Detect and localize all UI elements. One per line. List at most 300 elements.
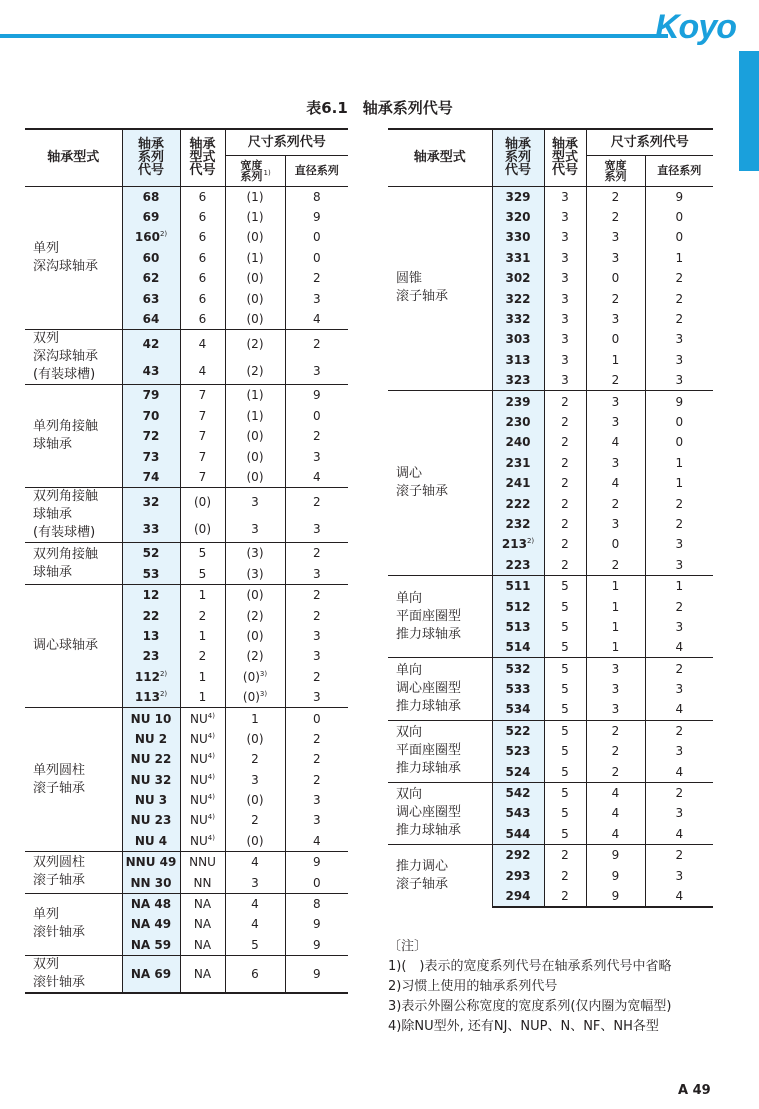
- diameter-series: 3: [675, 537, 684, 552]
- type-code: 3: [561, 291, 569, 306]
- diameter-series-cell: [285, 708, 348, 729]
- diameter-series: 3: [675, 332, 684, 347]
- diameter-series-cell: [285, 605, 348, 625]
- diameter-series: 3: [675, 373, 684, 388]
- type-code: NNU: [189, 855, 216, 870]
- diameter-series: 2: [312, 669, 321, 684]
- width-series-cell: [586, 207, 645, 227]
- series-code: 303: [505, 332, 531, 347]
- series-code: NU 2: [134, 731, 168, 746]
- diameter-series: 3: [312, 793, 321, 808]
- diameter-series-cell: [645, 658, 713, 679]
- series-code: 240: [505, 435, 531, 450]
- diameter-series: 4: [675, 640, 684, 655]
- series-code: 511: [505, 579, 531, 594]
- width-series: 3: [251, 521, 259, 536]
- diameter-series: 3: [312, 690, 321, 705]
- diameter-series-cell: [645, 412, 713, 432]
- diameter-series-cell: [645, 207, 713, 227]
- diameter-series-cell: [285, 956, 348, 994]
- diameter-series-cell: [645, 679, 713, 699]
- diameter-series-cell: [645, 555, 713, 576]
- diameter-series: 3: [675, 744, 684, 759]
- table-row: [25, 543, 348, 564]
- type-code-cell: [180, 227, 225, 247]
- series-code-cell: [122, 584, 180, 605]
- width-series-cell: [225, 872, 285, 893]
- bearing-type-label: [25, 956, 122, 994]
- series-code: 64: [142, 312, 160, 327]
- bearing-type-line: 调心座圈型: [396, 681, 462, 697]
- type-code-cell: [180, 729, 225, 749]
- bearing-type-line: 滚子轴承: [396, 484, 449, 500]
- diameter-series-cell: [645, 186, 713, 207]
- type-code: 5: [561, 744, 569, 759]
- type-code: 4: [198, 336, 207, 351]
- diameter-series: 3: [312, 628, 321, 643]
- width-series-cell: [586, 845, 645, 866]
- bearing-type-line: 双列圆柱: [33, 855, 86, 871]
- table-row: [25, 330, 348, 358]
- footnote-mark: 2): [526, 537, 535, 546]
- diameter-series: 9: [675, 189, 684, 204]
- type-code-cell: [180, 584, 225, 605]
- width-series: (3): [246, 546, 264, 561]
- width-series-cell: [225, 749, 285, 769]
- series-code: 70: [142, 408, 160, 423]
- diameter-series-cell: [645, 309, 713, 329]
- width-series: (1): [246, 210, 264, 225]
- bearing-series-table-left: [25, 128, 348, 994]
- type-code-cell: [544, 555, 586, 576]
- bearing-type-line: 推力球轴承: [396, 823, 462, 839]
- diameter-series: 2: [312, 608, 321, 623]
- diameter-series-cell: [645, 782, 713, 803]
- series-code-cell: [122, 227, 180, 247]
- width-series-cell: [586, 886, 645, 907]
- series-code-cell: [122, 646, 180, 666]
- width-series-cell: [586, 453, 645, 473]
- bearing-type-label: [25, 543, 122, 585]
- table-row: [25, 584, 348, 605]
- diameter-series-cell: [285, 357, 348, 385]
- type-code: 2: [561, 888, 569, 903]
- series-code: NU 32: [130, 772, 172, 787]
- series-code: 543: [505, 806, 531, 821]
- type-code: 5: [561, 723, 569, 738]
- series-code: 230: [505, 414, 531, 429]
- bearing-type-line: 单向: [396, 663, 423, 679]
- width-series-cell: [225, 769, 285, 789]
- table-row: [25, 708, 348, 729]
- diameter-series-cell: [645, 268, 713, 288]
- header-width-text: 宽度系列: [240, 158, 263, 183]
- type-code-cell: [544, 741, 586, 761]
- diameter-series: 9: [312, 210, 321, 225]
- table-row: [388, 391, 713, 412]
- diameter-series-cell: [285, 914, 348, 934]
- series-code: 22: [142, 608, 160, 623]
- diameter-series-cell: [285, 488, 348, 516]
- series-code-cell: [492, 741, 544, 761]
- series-code: NA 49: [130, 917, 172, 932]
- page-number: A 49: [678, 1083, 711, 1098]
- koyo-logo: Koyo: [655, 8, 736, 46]
- bearing-type-line: 调心: [396, 466, 423, 482]
- bearing-type-line: 球轴承: [33, 564, 73, 580]
- diameter-series-cell: [645, 329, 713, 349]
- width-series-cell: [225, 584, 285, 605]
- diameter-series: 3: [312, 291, 321, 306]
- series-code-cell: [122, 330, 180, 358]
- table-row: [25, 488, 348, 516]
- type-code-cell: [544, 268, 586, 288]
- width-series-cell: [225, 426, 285, 446]
- bearing-type-label: [388, 782, 492, 844]
- series-code: 513: [505, 619, 531, 634]
- type-code: (0): [194, 494, 211, 509]
- type-code: NU: [190, 813, 208, 828]
- diameter-series: 0: [675, 230, 684, 245]
- diameter-series-cell: [645, 699, 713, 720]
- type-code-cell: [180, 385, 225, 406]
- diameter-series: 0: [312, 230, 321, 245]
- type-code-cell: [544, 824, 586, 845]
- series-code-cell: [122, 186, 180, 207]
- header-type-code-text: 轴承型式代号: [189, 137, 216, 179]
- diameter-series: 9: [675, 394, 684, 409]
- type-code-cell: [180, 626, 225, 646]
- width-series-cell: [225, 268, 285, 288]
- bearing-type-line: 双列: [33, 957, 60, 972]
- series-code: 294: [505, 888, 531, 903]
- bearing-type-line: 推力球轴承: [396, 626, 462, 642]
- type-code-cell: [544, 227, 586, 247]
- type-code: 3: [561, 373, 569, 388]
- diameter-series-cell: [285, 852, 348, 873]
- series-code: 514: [505, 640, 531, 655]
- width-series: (0): [246, 793, 264, 808]
- width-series: 3: [611, 682, 620, 697]
- diameter-series: 4: [675, 764, 684, 779]
- series-code-cell: [122, 729, 180, 749]
- series-code-cell: [492, 782, 544, 803]
- type-code-cell: [180, 872, 225, 893]
- type-code: 5: [198, 546, 207, 561]
- width-series: (1): [246, 408, 264, 423]
- type-code: 3: [561, 352, 569, 367]
- diameter-series-cell: [285, 446, 348, 466]
- type-code-cell: [180, 207, 225, 227]
- type-code-cell: [180, 708, 225, 729]
- type-code: 2: [561, 557, 569, 572]
- type-code-cell: [544, 637, 586, 658]
- diameter-series-cell: [285, 872, 348, 893]
- diameter-series-cell: [645, 493, 713, 513]
- diameter-series-cell: [285, 749, 348, 769]
- diameter-series-cell: [645, 596, 713, 616]
- diameter-series-cell: [285, 729, 348, 749]
- header-series-code-text: 轴承系列代号: [504, 137, 531, 179]
- width-series-cell: [586, 329, 645, 349]
- table-row: [388, 186, 713, 207]
- diameter-series-cell: [285, 248, 348, 268]
- width-series-cell: [586, 370, 645, 391]
- note-line: 1)( )表示的宽度系列代号在轴承系列代号中省略: [388, 959, 672, 974]
- type-code-cell: [544, 699, 586, 720]
- series-code-cell: [492, 309, 544, 329]
- type-code-cell: [180, 749, 225, 769]
- width-series: (0): [246, 271, 264, 286]
- type-code: 5: [198, 566, 207, 581]
- series-code: 223: [505, 557, 531, 572]
- series-code-cell: [492, 720, 544, 741]
- series-code-cell: [492, 453, 544, 473]
- series-code: 213: [501, 537, 527, 552]
- width-series: 4: [611, 826, 620, 841]
- series-code-cell: [492, 432, 544, 452]
- series-code: 62: [142, 271, 160, 286]
- width-series-cell: [586, 432, 645, 452]
- diameter-series-cell: [645, 534, 713, 554]
- series-code-cell: [122, 488, 180, 516]
- type-code-cell: [180, 893, 225, 914]
- diameter-series-cell: [285, 207, 348, 227]
- width-series: 4: [611, 435, 620, 450]
- width-series-cell: [225, 790, 285, 810]
- type-code: NU: [190, 731, 208, 746]
- type-code: 5: [561, 682, 569, 697]
- diameter-series: 4: [675, 888, 684, 903]
- type-code: 3: [561, 250, 569, 265]
- series-code: 222: [505, 496, 531, 511]
- type-code: 5: [561, 619, 569, 634]
- header-width-series: [225, 155, 285, 186]
- series-code-cell: [122, 749, 180, 769]
- width-series: 3: [251, 875, 259, 890]
- diameter-series-cell: [645, 886, 713, 907]
- diameter-series: 1: [675, 455, 684, 470]
- type-code: 6: [198, 312, 207, 327]
- type-code-cell: [544, 596, 586, 616]
- type-code-cell: [180, 268, 225, 288]
- series-code: 72: [142, 429, 160, 444]
- type-code: 1: [198, 690, 207, 705]
- bearing-type-line: 单向: [396, 590, 423, 606]
- type-code-cell: [544, 575, 586, 596]
- width-series-cell: [586, 679, 645, 699]
- series-code: 52: [142, 546, 160, 561]
- note-line: 2)习惯上使用的轴承系列代号: [388, 979, 558, 994]
- diameter-series-cell: [285, 385, 348, 406]
- type-code-cell: [180, 446, 225, 466]
- type-code: NU: [190, 833, 208, 848]
- series-code: 512: [505, 599, 531, 614]
- series-code-cell: [122, 467, 180, 488]
- series-code: 532: [505, 661, 531, 676]
- header-type-code: [180, 129, 225, 186]
- width-series: 4: [611, 476, 620, 491]
- series-code-cell: [122, 426, 180, 446]
- type-code: 2: [561, 414, 569, 429]
- diameter-series: 0: [675, 210, 684, 225]
- type-code-cell: [544, 288, 586, 308]
- type-code: NU: [190, 711, 208, 726]
- type-code: NU: [190, 772, 208, 787]
- series-code: 32: [142, 494, 160, 509]
- bearing-type-label: [25, 330, 122, 385]
- series-code: 43: [142, 363, 160, 378]
- width-series-cell: [586, 782, 645, 803]
- width-series: 0: [611, 332, 620, 347]
- series-code-cell: [492, 227, 544, 247]
- series-code: 68: [142, 189, 160, 204]
- bearing-type-line: 深沟球轴承: [33, 258, 99, 274]
- series-code-cell: [122, 446, 180, 466]
- series-code: 331: [505, 250, 531, 265]
- diameter-series-cell: [285, 646, 348, 666]
- diameter-series: 9: [312, 855, 321, 870]
- series-code-cell: [492, 391, 544, 412]
- diameter-series-cell: [645, 432, 713, 452]
- width-series-cell: [225, 956, 285, 994]
- width-series-cell: [225, 708, 285, 729]
- width-series: (0): [246, 312, 264, 327]
- diameter-series: 2: [312, 494, 321, 509]
- width-series: (3): [246, 566, 264, 581]
- series-code: 332: [505, 312, 531, 327]
- header-series-code: [492, 129, 544, 186]
- type-code: 5: [561, 764, 569, 779]
- bearing-type-line: 双向: [396, 725, 423, 741]
- width-series-cell: [586, 596, 645, 616]
- series-code-cell: [492, 493, 544, 513]
- series-code-cell: [492, 514, 544, 534]
- bearing-type-label: [25, 893, 122, 955]
- series-code-cell: [122, 564, 180, 585]
- diameter-series-cell: [285, 935, 348, 956]
- header-rule: [0, 34, 668, 38]
- series-code-cell: [122, 357, 180, 385]
- width-series: (0): [246, 731, 264, 746]
- series-code: NN 30: [130, 875, 172, 890]
- series-code: 13: [142, 628, 160, 643]
- width-series: (0): [246, 628, 264, 643]
- type-code: 6: [198, 271, 207, 286]
- series-code: 42: [142, 336, 160, 351]
- width-series: (0): [246, 833, 264, 848]
- table-row: [388, 845, 713, 866]
- type-code: NU: [190, 752, 208, 767]
- diameter-series: 2: [675, 848, 684, 863]
- diameter-series: 2: [675, 599, 684, 614]
- type-code: 1: [198, 669, 207, 684]
- width-series: 4: [611, 806, 620, 821]
- width-series-cell: [586, 555, 645, 576]
- type-code-cell: [544, 617, 586, 637]
- type-code-cell: [180, 790, 225, 810]
- width-series-cell: [586, 617, 645, 637]
- diameter-series: 3: [312, 449, 321, 464]
- diameter-series: 3: [675, 352, 684, 367]
- header-bearing-type: 轴承型式: [25, 129, 122, 186]
- width-series: 3: [611, 702, 620, 717]
- series-code: 544: [505, 826, 531, 841]
- note-line: 〔注〕: [388, 939, 428, 954]
- series-code-cell: [122, 288, 180, 308]
- type-code: 2: [198, 649, 207, 664]
- notes-block: [388, 937, 672, 1037]
- width-series-cell: [225, 543, 285, 564]
- footnote-mark: 2): [159, 230, 168, 239]
- bearing-type-label: [388, 845, 492, 908]
- series-code-cell: [492, 679, 544, 699]
- diameter-series: 2: [675, 786, 684, 801]
- type-code-cell: [544, 534, 586, 554]
- diameter-series-cell: [645, 741, 713, 761]
- series-code: 63: [142, 291, 160, 306]
- type-code: NA: [193, 897, 212, 912]
- type-code: 2: [561, 537, 569, 552]
- type-code: 5: [561, 806, 569, 821]
- width-series: 0: [611, 537, 620, 552]
- bearing-type-line: 推力球轴承: [396, 761, 462, 777]
- width-series: 4: [251, 855, 259, 870]
- diameter-series-cell: [285, 667, 348, 687]
- diameter-series: 1: [675, 250, 684, 265]
- width-series-cell: [225, 357, 285, 385]
- width-series: 3: [611, 516, 620, 531]
- bearing-type-label: [388, 720, 492, 782]
- type-code-cell: [180, 564, 225, 585]
- diameter-series: 8: [312, 189, 321, 204]
- width-series-cell: [225, 914, 285, 934]
- series-code-cell: [122, 790, 180, 810]
- width-series-cell: [225, 288, 285, 308]
- series-code-cell: [492, 637, 544, 658]
- diameter-series: 3: [312, 363, 321, 378]
- type-code-cell: [180, 956, 225, 994]
- width-series: 2: [611, 210, 620, 225]
- width-series-cell: [586, 803, 645, 823]
- width-series-cell: [225, 646, 285, 666]
- series-code: 523: [505, 744, 531, 759]
- table-row: [25, 852, 348, 873]
- width-series: 2: [251, 813, 259, 828]
- series-code-cell: [492, 761, 544, 782]
- series-code-cell: [492, 370, 544, 391]
- bearing-type-line: 单列: [33, 240, 60, 256]
- series-code-cell: [122, 207, 180, 227]
- type-code: 5: [561, 579, 569, 594]
- width-series: 6: [251, 967, 259, 981]
- type-code: (0): [194, 521, 211, 536]
- type-code: 6: [198, 250, 207, 265]
- diameter-series: 2: [312, 336, 321, 351]
- type-code: 3: [561, 312, 569, 327]
- width-series: (0): [246, 291, 264, 306]
- width-series-cell: [225, 330, 285, 358]
- diameter-series-cell: [285, 227, 348, 247]
- type-code: 7: [198, 469, 207, 484]
- type-code-cell: [180, 288, 225, 308]
- series-code-cell: [492, 412, 544, 432]
- type-code-cell: [180, 426, 225, 446]
- width-series-cell: [586, 741, 645, 761]
- series-code: 330: [505, 230, 531, 245]
- bearing-type-line: 单列角接触: [33, 419, 99, 435]
- width-series-cell: [586, 637, 645, 658]
